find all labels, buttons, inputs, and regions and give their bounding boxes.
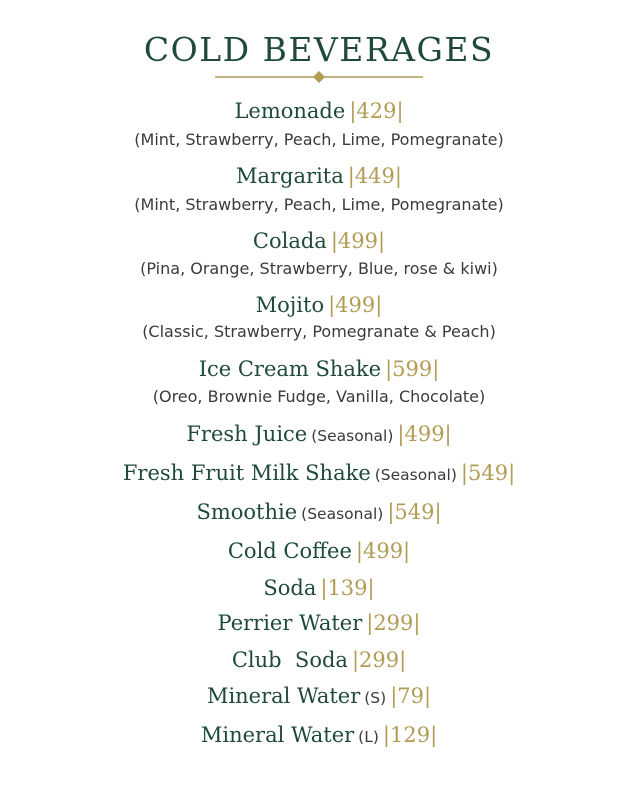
item-name: Fresh Fruit Milk Shake xyxy=(122,461,371,485)
item-price: |299| xyxy=(351,648,407,672)
item-name: Mojito xyxy=(255,293,325,317)
menu-item xyxy=(0,611,638,635)
page-title: COLD BEVERAGES xyxy=(143,30,495,69)
item-description: (Oreo, Brownie Fudge, Vanilla, Chocolate) xyxy=(152,387,486,406)
item-name: Mineral Water xyxy=(206,684,361,708)
item-price: |499| xyxy=(397,422,452,446)
item-price: |499| xyxy=(328,293,383,317)
item-name: Margarita xyxy=(236,164,344,188)
menu-item xyxy=(0,422,638,446)
item-description: (Mint, Strawberry, Peach, Lime, Pomegranate) xyxy=(134,130,504,149)
item-price: |139| xyxy=(320,576,375,600)
item-name: Ice Cream Shake xyxy=(198,357,382,381)
item-note: (Seasonal) xyxy=(374,466,457,484)
menu-item xyxy=(0,723,638,747)
menu-item xyxy=(0,500,638,524)
item-name: Colada xyxy=(252,229,327,253)
item-name: Cold Coffee xyxy=(227,539,352,563)
item-name: Perrier Water xyxy=(217,611,363,635)
menu-item xyxy=(0,164,638,188)
item-name: Smoothie xyxy=(196,500,298,524)
menu-item xyxy=(0,539,638,563)
item-description: (Mint, Strawberry, Peach, Lime, Pomegranate) xyxy=(134,195,504,214)
item-description: (Pina, Orange, Strawberry, Blue, rose & kiwi) xyxy=(140,259,498,278)
item-price: |549| xyxy=(460,461,516,485)
item-name: Lemonade xyxy=(234,99,346,123)
item-price: |79| xyxy=(390,684,432,708)
item-note: (Seasonal) xyxy=(301,505,384,523)
item-price: |599| xyxy=(385,357,440,381)
item-price: |499| xyxy=(330,229,386,253)
item-name: Soda xyxy=(263,576,317,600)
item-note: (S) xyxy=(364,689,387,707)
ornament-divider xyxy=(215,70,423,84)
menu-item xyxy=(0,357,638,381)
menu-item xyxy=(0,229,638,253)
item-price: |449| xyxy=(347,164,402,188)
item-note: (L) xyxy=(358,728,379,746)
menu-item xyxy=(0,576,638,600)
menu-item xyxy=(0,461,638,485)
item-name: Club Soda xyxy=(231,648,348,672)
menu-item xyxy=(0,293,638,317)
item-price: |299| xyxy=(366,611,421,635)
menu-item xyxy=(0,648,638,672)
item-price: |499| xyxy=(355,539,411,563)
item-name: Mineral Water xyxy=(200,723,355,747)
menu-item xyxy=(0,684,638,708)
item-price: |429| xyxy=(349,99,404,123)
item-note: (Seasonal) xyxy=(311,427,394,445)
item-description: (Classic, Strawberry, Pomegranate & Peach) xyxy=(142,322,496,341)
item-name: Fresh Juice xyxy=(186,422,308,446)
menu-item xyxy=(0,99,638,123)
item-price: |129| xyxy=(382,723,438,747)
item-price: |549| xyxy=(387,500,442,524)
